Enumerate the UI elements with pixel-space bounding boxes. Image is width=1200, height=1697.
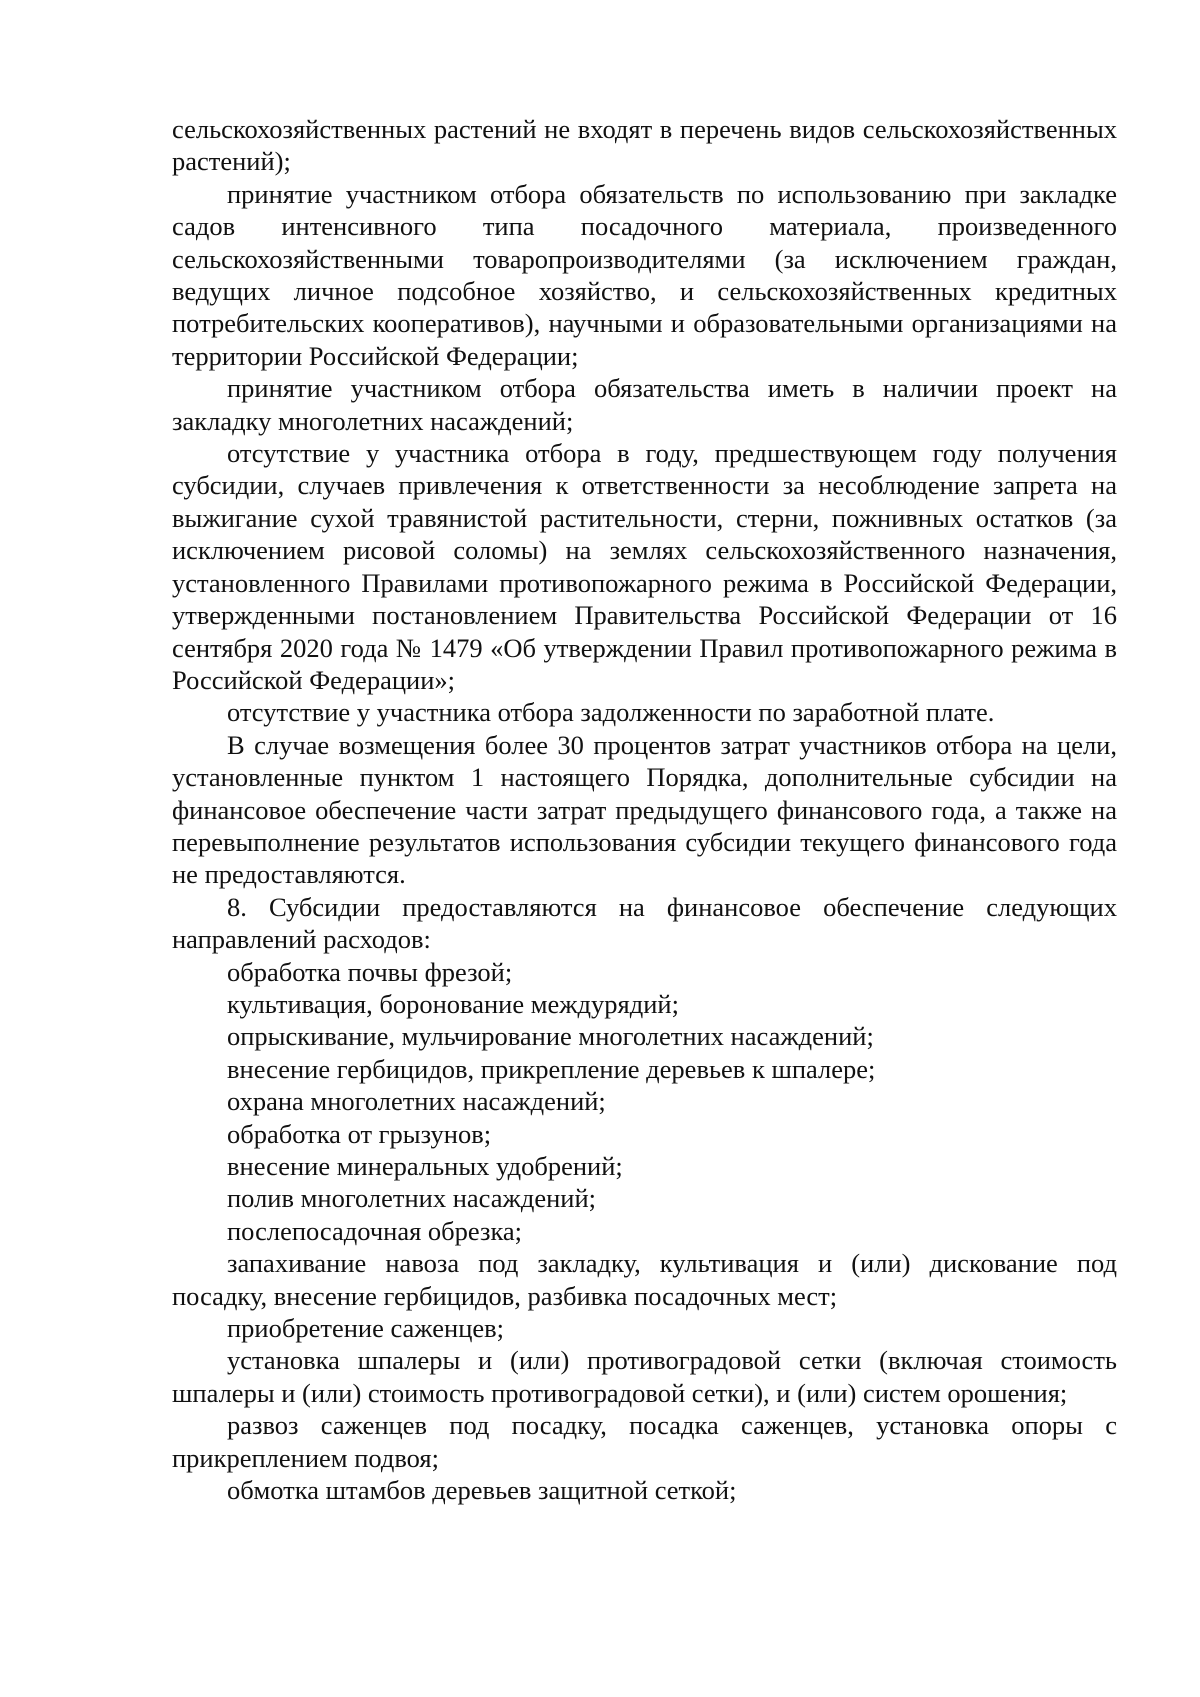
paragraph-planting-material-obligation: принятие участником отбора обязательств по использованию при закладке садов интенсивного типа посадочного материала, произведенного сельскохозяйственными товаропроизводителями (за исключением граждан, ведущих личное подсобное хозяйство, и сельскохозяйственных кредитных потребительских кооперативов), научными и образовательными организациями на территории Российской Федерации; — [172, 178, 1117, 371]
list-item: послепосадочная обрезка; — [227, 1215, 523, 1246]
list-item: обработка почвы фрезой; — [227, 956, 513, 987]
list-item: охрана многолетних насаждений; — [227, 1086, 606, 1117]
list-item: опрыскивание, мульчирование многолетних насаждений; — [227, 1021, 874, 1052]
paragraph-section-8: 8. Субсидии предоставляются на финансовое обеспечение следующих направлений расходов: — [172, 891, 1117, 955]
list-item: развоз саженцев под посадку, посадка саженцев, установка опоры с прикреплением подвоя; — [172, 1410, 1117, 1473]
paragraph-salary-debt: отсутствие у участника отбора задолженности по заработной плате. — [227, 697, 995, 728]
list-item: запахивание навоза под закладку, культивация и (или) дискование под посадку, внесение гербицидов, разбивка посадочных мест; — [172, 1248, 1117, 1311]
list-item: внесение гербицидов, прикрепление деревьев к шпалере; — [227, 1053, 876, 1084]
paragraph-project-obligation: принятие участником отбора обязательства иметь в наличии проект на закладку многолетних насаждений; — [172, 373, 1117, 436]
paragraph-reimbursement-limit: В случае возмещения более 30 процентов затрат участников отбора на цели, установленные пунктом 1 настоящего Порядка, дополнительные субсидии на финансовое обеспечение части затрат предыдущего финансового года, а также на перевыполнение результатов использования субсидии текущего финансового года не предоставляются. — [172, 729, 1117, 890]
document-page — [172, 113, 1117, 1506]
list-item: внесение минеральных удобрений; — [227, 1151, 623, 1181]
paragraph-fire-safety: отсутствие у участника отбора в году, предшествующем году получения субсидии, случаев привлечения к ответственности за несоблюдение запрета на выжигание сухой травянистой растительности, стерни, пожнивных остатков (за исключением рисовой соломы) на землях сельскохозяйственного назначения, установленного Правилами противопожарного режима в Российской Федерации, утвержденными постановлением Правительства Российской Федерации от 16 сентября 2020 года № 1479 «Об утверждении Правил противопожарного режима в Российской Федерации»; — [172, 438, 1117, 695]
list-item: приобретение саженцев; — [227, 1313, 505, 1344]
list-item: установка шпалеры и (или) противоградовой сетки (включая стоимость шпалеры и (или) стоимость противоградовой сетки), и (или) систем орошения; — [172, 1345, 1117, 1408]
list-item: обработка от грызунов; — [227, 1118, 492, 1149]
paragraph-continuation: сельскохозяйственных растений не входят в перечень видов сельскохозяйственных растений); — [172, 114, 1117, 177]
list-item: обмотка штамбов деревьев защитной сеткой; — [227, 1475, 737, 1506]
list-item: полив многолетних насаждений; — [227, 1183, 596, 1214]
list-item: культивация, боронование междурядий; — [227, 988, 679, 1019]
